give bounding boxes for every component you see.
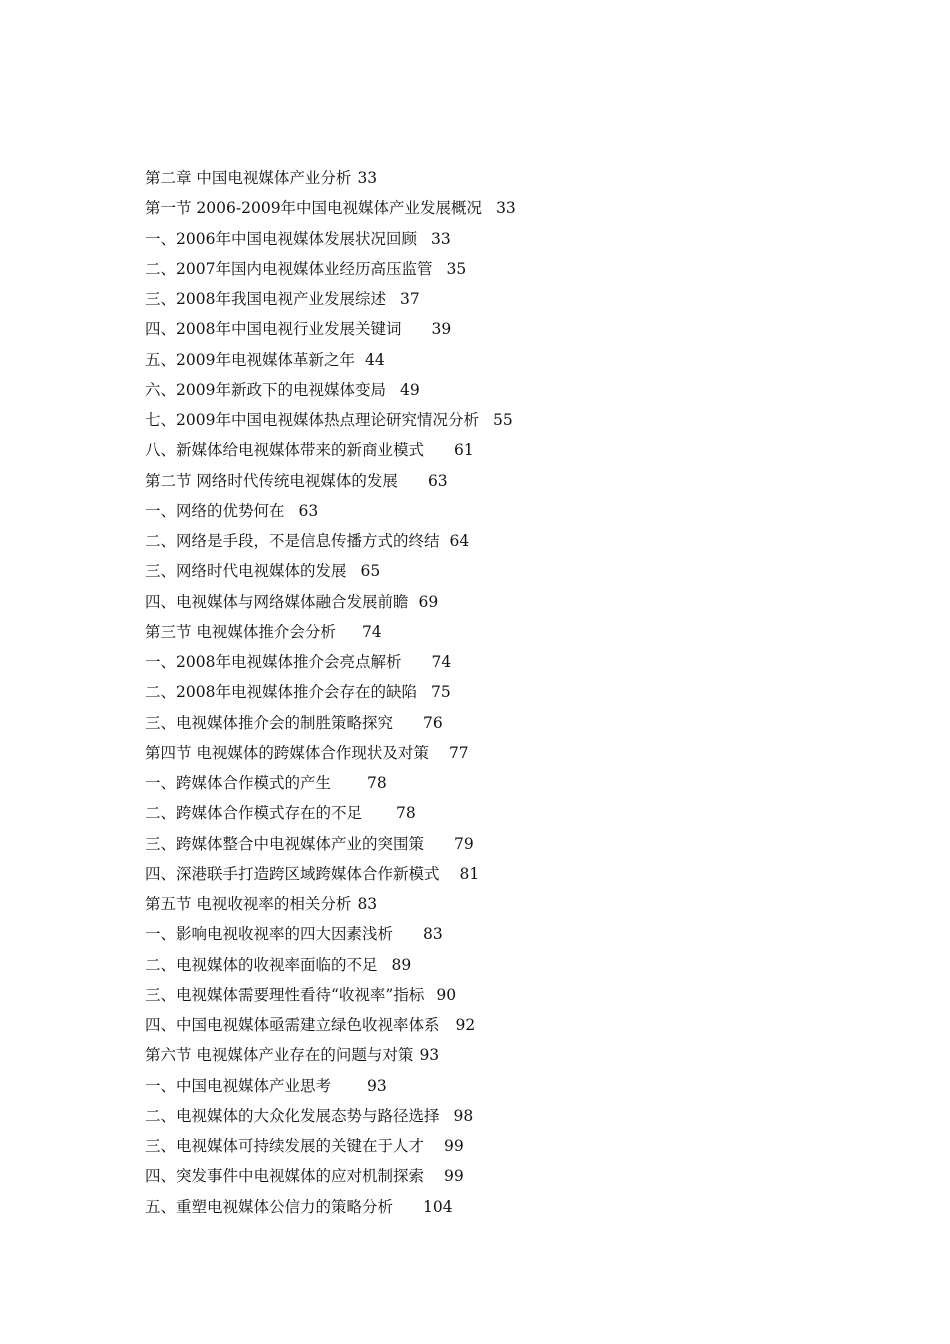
table-of-contents <box>145 163 845 1222</box>
toc-entry-page-number: 78 <box>367 774 387 792</box>
toc-entry-title: 四、2008年中国电视行业发展关键词 <box>145 320 402 339</box>
toc-entry-item[interactable] <box>145 1131 845 1161</box>
toc-entry-title: 二、电视媒体的大众化发展态势与路径选择 <box>145 1106 440 1125</box>
toc-entry-page-number: 65 <box>360 562 381 581</box>
toc-entry-title: 第二章 中国电视媒体产业分析 <box>145 169 352 187</box>
toc-entry-page-number: 78 <box>396 804 416 823</box>
toc-entry-title: 第三节 电视媒体推介会分析 <box>145 622 336 641</box>
toc-entry-item[interactable] <box>145 496 845 526</box>
toc-entry-title: 二、网络是手段，不是信息传播方式的终结 <box>145 532 440 550</box>
toc-entry-title: 一、2008年电视媒体推介会亮点解析 <box>145 653 402 671</box>
toc-entry-title: 一、网络的优势何在 <box>145 501 285 520</box>
toc-entry-page-number: 98 <box>453 1106 474 1125</box>
toc-entry-page-number: 33 <box>430 229 451 248</box>
toc-entry-item[interactable] <box>145 647 845 677</box>
toc-entry-section[interactable] <box>145 617 845 647</box>
toc-entry-item[interactable] <box>145 768 845 798</box>
toc-entry-page-number: 33 <box>496 199 516 218</box>
toc-entry-page-number: 39 <box>431 320 452 339</box>
toc-entry-page-number: 64 <box>449 532 470 550</box>
toc-entry-section[interactable] <box>145 889 845 919</box>
toc-entry-title: 二、2008年电视媒体推介会存在的缺陷 <box>145 683 417 702</box>
toc-entry-title: 一、中国电视媒体产业思考 <box>145 1076 332 1095</box>
toc-entry-item[interactable] <box>145 677 845 707</box>
toc-entry-title: 四、突发事件中电视媒体的应对机制探索 <box>145 1167 425 1186</box>
toc-entry-page-number: 89 <box>391 955 412 974</box>
toc-entry-page-number: 92 <box>455 1016 476 1034</box>
toc-entry-page-number: 55 <box>492 411 513 429</box>
toc-entry-item[interactable] <box>145 587 845 617</box>
toc-entry-page-number: 69 <box>418 592 439 611</box>
toc-entry-title: 八、新媒体给电视媒体带来的新商业模式 <box>145 441 425 460</box>
toc-entry-section[interactable] <box>145 466 845 496</box>
toc-entry-title: 三、电视媒体需要理性看待“收视率”指标 <box>145 985 425 1004</box>
toc-entry-item[interactable] <box>145 829 845 859</box>
toc-entry-title: 五、2009年电视媒体革新之年 <box>145 350 355 369</box>
toc-entry-title: 三、跨媒体整合中电视媒体产业的突围策 <box>145 834 425 853</box>
toc-entry-title: 三、2008年我国电视产业发展综述 <box>145 290 386 308</box>
toc-entry-title: 第二节 网络时代传统电视媒体的发展 <box>145 471 398 490</box>
toc-entry-page-number: 44 <box>364 350 385 369</box>
toc-entry-item[interactable] <box>145 556 845 586</box>
toc-entry-item[interactable] <box>145 526 845 556</box>
toc-entry-title: 五、重塑电视媒体公信力的策略分析 <box>145 1197 394 1216</box>
toc-entry-item[interactable] <box>145 1071 845 1101</box>
toc-entry-item[interactable] <box>145 1101 845 1131</box>
toc-entry-item[interactable] <box>145 798 845 828</box>
toc-entry-page-number: 61 <box>454 441 474 460</box>
toc-entry-title: 第一节 2006-2009年中国电视媒体产业发展概况 <box>145 199 483 218</box>
toc-entry-page-number: 37 <box>399 290 420 308</box>
toc-entry-page-number: 49 <box>399 380 420 399</box>
toc-entry-item[interactable] <box>145 435 845 465</box>
toc-entry-title: 三、电视媒体可持续发展的关键在于人才 <box>145 1137 425 1155</box>
toc-entry-item[interactable] <box>145 254 845 284</box>
toc-entry-page-number: 104 <box>423 1197 453 1216</box>
toc-entry-title: 三、网络时代电视媒体的发展 <box>145 562 347 581</box>
toc-entry-page-number: 93 <box>419 1046 440 1065</box>
toc-entry-page-number: 74 <box>431 653 452 671</box>
toc-entry-title: 二、电视媒体的收视率面临的不足 <box>145 955 378 974</box>
toc-entry-title: 二、2007年国内电视媒体业经历高压监管 <box>145 259 433 278</box>
toc-entry-item[interactable] <box>145 314 845 344</box>
toc-entry-page-number: 93 <box>367 1076 387 1095</box>
toc-entry-title: 六、2009年新政下的电视媒体变局 <box>145 380 386 399</box>
toc-entry-item[interactable] <box>145 980 845 1010</box>
toc-entry-page-number: 83 <box>357 895 378 913</box>
toc-entry-title: 一、2006年中国电视媒体发展状况回顾 <box>145 229 417 248</box>
toc-entry-item[interactable] <box>145 345 845 375</box>
toc-entry-title: 一、跨媒体合作模式的产生 <box>145 774 332 792</box>
toc-entry-section[interactable] <box>145 1040 845 1070</box>
toc-entry-item[interactable] <box>145 1010 845 1040</box>
toc-entry-page-number: 81 <box>459 864 480 883</box>
toc-entry-title: 二、跨媒体合作模式存在的不足 <box>145 804 363 823</box>
toc-entry-item[interactable] <box>145 950 845 980</box>
toc-entry-page-number: 90 <box>436 985 457 1004</box>
toc-entry-item[interactable] <box>145 1161 845 1191</box>
toc-entry-title: 七、2009年中国电视媒体热点理论研究情况分析 <box>145 411 479 429</box>
toc-entry-item[interactable] <box>145 224 845 254</box>
toc-entry-item[interactable] <box>145 859 845 889</box>
toc-entry-chapter[interactable] <box>145 163 845 193</box>
toc-entry-item[interactable] <box>145 708 845 738</box>
toc-entry-title: 第五节 电视收视率的相关分析 <box>145 895 352 913</box>
toc-entry-page-number: 79 <box>454 834 474 853</box>
toc-entry-page-number: 63 <box>298 501 319 520</box>
toc-entry-title: 四、电视媒体与网络媒体融合发展前瞻 <box>145 592 409 611</box>
toc-entry-item[interactable] <box>145 375 845 405</box>
toc-entry-item[interactable] <box>145 284 845 314</box>
toc-entry-page-number: 99 <box>444 1137 464 1155</box>
toc-entry-page-number: 99 <box>444 1167 464 1186</box>
toc-entry-section[interactable] <box>145 738 845 768</box>
toc-entry-section[interactable] <box>145 193 845 223</box>
toc-entry-page-number: 35 <box>446 259 467 278</box>
toc-entry-page-number: 74 <box>361 622 382 641</box>
toc-entry-item[interactable] <box>145 1192 845 1222</box>
toc-entry-item[interactable] <box>145 919 845 949</box>
toc-entry-page-number: 83 <box>423 925 443 944</box>
toc-entry-title: 四、深港联手打造跨区域跨媒体合作新模式 <box>145 864 440 883</box>
toc-entry-page-number: 75 <box>430 683 451 702</box>
toc-entry-title: 一、影响电视收视率的四大因素浅析 <box>145 925 394 944</box>
toc-entry-page-number: 76 <box>423 713 443 732</box>
toc-entry-page-number: 63 <box>427 471 448 490</box>
toc-entry-title: 第六节 电视媒体产业存在的问题与对策 <box>145 1046 414 1065</box>
toc-entry-item[interactable] <box>145 405 845 435</box>
toc-entry-title: 第四节 电视媒体的跨媒体合作现状及对策 <box>145 743 429 762</box>
toc-entry-title: 四、中国电视媒体亟需建立绿色收视率体系 <box>145 1016 440 1034</box>
toc-entry-page-number: 33 <box>357 169 378 187</box>
toc-entry-page-number: 77 <box>448 743 469 762</box>
toc-entry-title: 三、电视媒体推介会的制胜策略探究 <box>145 713 394 732</box>
